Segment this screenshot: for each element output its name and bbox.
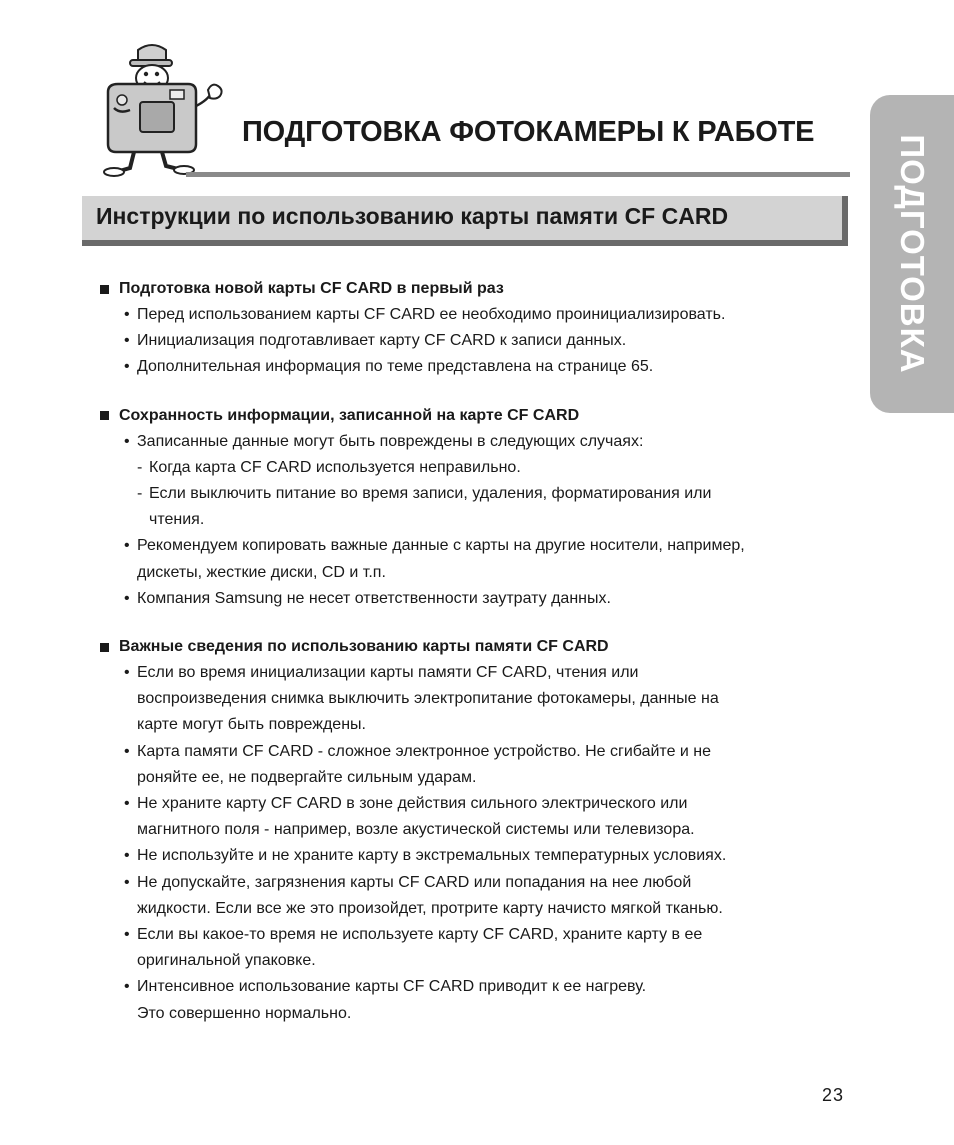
list-item: • Интенсивное использование карты CF CARD приводит к ее нагреву. Это совершенно нормально. [100, 974, 860, 1026]
sub-item: - Если выключить питание во время записи, удаления, форматирования или [137, 485, 712, 503]
bullet-dot-icon: • [124, 926, 130, 944]
list-item: • Не используйте и не храните карту в экстремальных температурных условиях. [100, 843, 860, 869]
bullet-dot-icon: • [124, 306, 130, 323]
bullet-dot-icon: • [124, 795, 130, 813]
list-item: • Карта памяти CF CARD - сложное электронное устройство. Не сгибайте и не роняйте ее, не подвергайте сильным ударам. [100, 739, 860, 791]
bullet-dot-icon: • [124, 332, 130, 350]
list-item: • Записанные данные могут быть повреждены в следующих случаях: [100, 429, 860, 455]
square-bullet-icon [100, 411, 109, 420]
page-title: ПОДГОТОВКА ФОТОКАМЕРЫ К РАБОТЕ [242, 116, 815, 148]
bullet-dot-icon: • [124, 358, 130, 376]
bullet-dot-icon: • [124, 742, 130, 760]
side-tab-label: ПОДГОТОВКА [894, 134, 931, 374]
bullet-dot-icon: • [124, 847, 130, 865]
section-header [82, 196, 848, 246]
block-new-card [100, 276, 860, 381]
block-heading: Сохранность информации, записанной на карте CF CARD [100, 403, 860, 429]
list-item: • Компания Samsung не несет ответственности заутрату данных. [100, 586, 860, 612]
content-body [100, 276, 860, 1049]
side-tab [870, 95, 954, 413]
page-number: 23 [822, 1085, 845, 1105]
title-rule [186, 172, 850, 177]
square-bullet-icon [100, 285, 109, 294]
bullet-dot-icon: • [124, 664, 130, 682]
block-data-safety [100, 403, 860, 612]
camera-mascot-icon [100, 40, 228, 180]
sub-item: - Когда карта CF CARD используется неправильно. [137, 458, 521, 476]
block-important-info [100, 634, 860, 1027]
list-item: • Не допускайте, загрязнения карты CF CARD или попадания на нее любой жидкости. Если все же это произойдет, протрите карту начисто мягкой тканью. [100, 870, 860, 922]
block-heading: Важные сведения по использованию карты памяти CF CARD [100, 634, 860, 660]
block-heading: Подготовка новой карты CF CARD в первый раз [100, 276, 860, 302]
bullet-dot-icon: • [124, 873, 130, 891]
sub-item-continuation: чтения. [149, 511, 205, 529]
list-item: • Если во время инициализации карты памяти CF CARD, чтения или воспроизведения снимка выключить электропитание фотокамеры, данные на карте могут быть повреждены. [100, 660, 860, 739]
list-item: • Не храните карту CF CARD в зоне действия сильного электрического или магнитного поля - например, возле акустической системы или телевизора. [100, 791, 860, 843]
bullet-dot-icon: • [124, 432, 130, 450]
list-item: • Рекомендуем копировать важные данные с карты на другие носители, например, дискеты, жесткие диски, CD и т.п. [100, 533, 860, 585]
bullet-dot-icon: • [124, 978, 130, 996]
list-item: • Перед использованием карты CF CARD ее необходимо проинициализировать. [100, 302, 860, 328]
square-bullet-icon [100, 643, 109, 652]
section-title: Инструкции по использованию карты памяти CF CARD [96, 203, 729, 229]
list-item: • Дополнительная информация по теме представлена на странице 65. [100, 354, 860, 380]
list-item: • Если вы какое-то время не используете карту CF CARD, храните карту в ее оригинальной упаковке. [100, 922, 860, 974]
list-item: • Инициализация подготавливает карту CF CARD к записи данных. [100, 328, 860, 354]
bullet-dot-icon: • [124, 589, 130, 607]
bullet-dot-icon: • [124, 537, 130, 555]
